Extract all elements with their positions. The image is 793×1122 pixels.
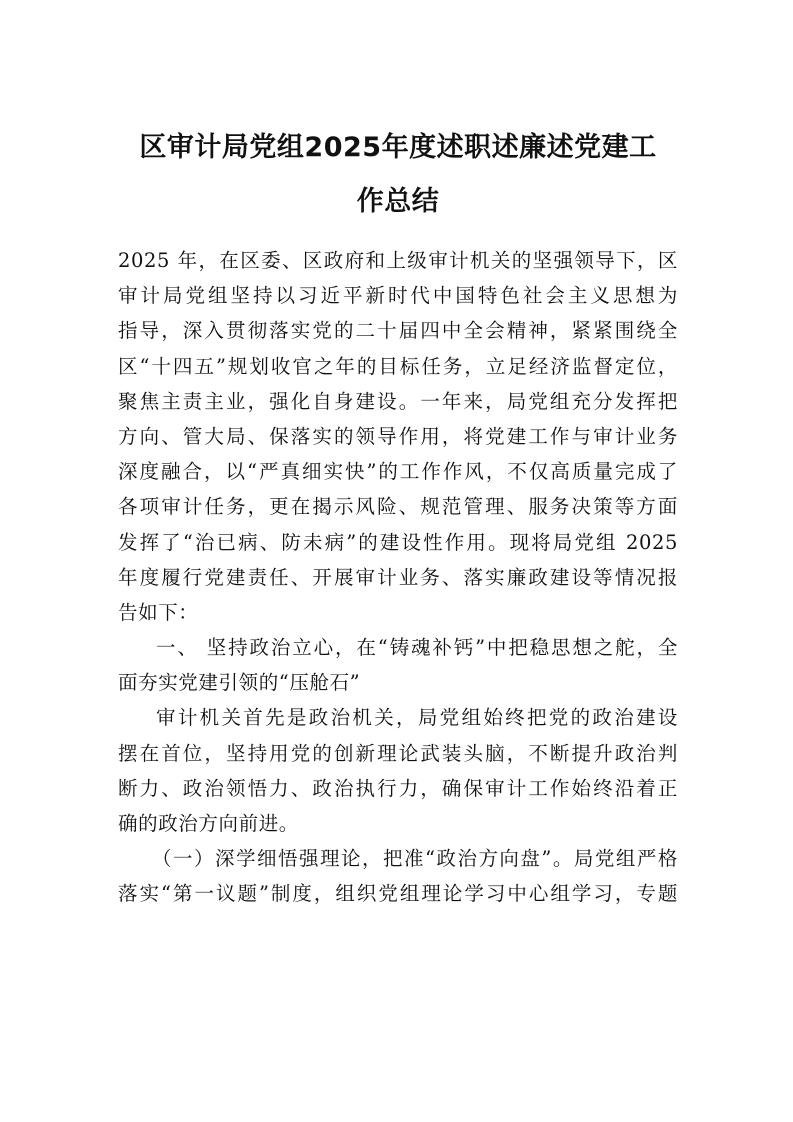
body-line: 断力、政治领悟力、政治执行力，确保审计工作始终沿着正 — [118, 776, 678, 800]
title-line-2: 作总结 — [356, 186, 440, 217]
body-line: 审计机关首先是政治机关，局党组始终把党的政治建设 — [156, 706, 678, 730]
body-line: 告如下： — [118, 600, 199, 624]
body-line: 年度履行党建责任、开展审计业务、落实廉政建设等情况报 — [118, 565, 678, 589]
body-line: 发挥了“治已病、防未病”的建设性作用。现将局党组 2025 — [118, 530, 678, 554]
body-line: 摆在首位，坚持用党的创新理论武装头脑，不断提升政治判 — [118, 741, 678, 765]
body-line: 指导，深入贯彻落实党的二十届四中全会精神，紧紧围绕全 — [118, 319, 678, 343]
title-line-1: 区审计局党组2025年度述职述廉述党建工 — [139, 132, 657, 163]
body-line: 落实“第一议题”制度，组织党组理论学习中心组学习，专题 — [118, 882, 678, 906]
section-heading-line: 一、 坚持政治立心，在“铸魂补钙”中把稳思想之舵，全 — [156, 636, 678, 660]
body-line: 聚焦主责主业，强化自身建设。一年来，局党组充分发挥把 — [118, 389, 678, 413]
document-title — [118, 121, 678, 229]
body-line: 深度融合，以“严真细实快”的工作作风，不仅高质量完成了 — [118, 460, 678, 484]
body-line: 区“十四五”规划收官之年的目标任务，立足经济监督定位， — [118, 354, 678, 378]
document-body — [118, 243, 678, 912]
body-line: 审计局党组坚持以习近平新时代中国特色社会主义思想为 — [118, 284, 678, 308]
body-line: 方向、管大局、保落实的领导作用，将党建工作与审计业务 — [118, 424, 678, 448]
body-line: 各项审计任务，更在揭示风险、规范管理、服务决策等方面 — [118, 495, 678, 519]
section-heading-line: 面夯实党建引领的“压舱石” — [118, 671, 361, 695]
subsection-line: （一）深学细悟强理论，把准“政治方向盘”。局党组严格 — [152, 847, 678, 871]
body-line: 2025 年，在区委、区政府和上级审计机关的坚强领导下，区 — [118, 249, 678, 272]
body-line: 确的政治方向前进。 — [118, 812, 299, 835]
